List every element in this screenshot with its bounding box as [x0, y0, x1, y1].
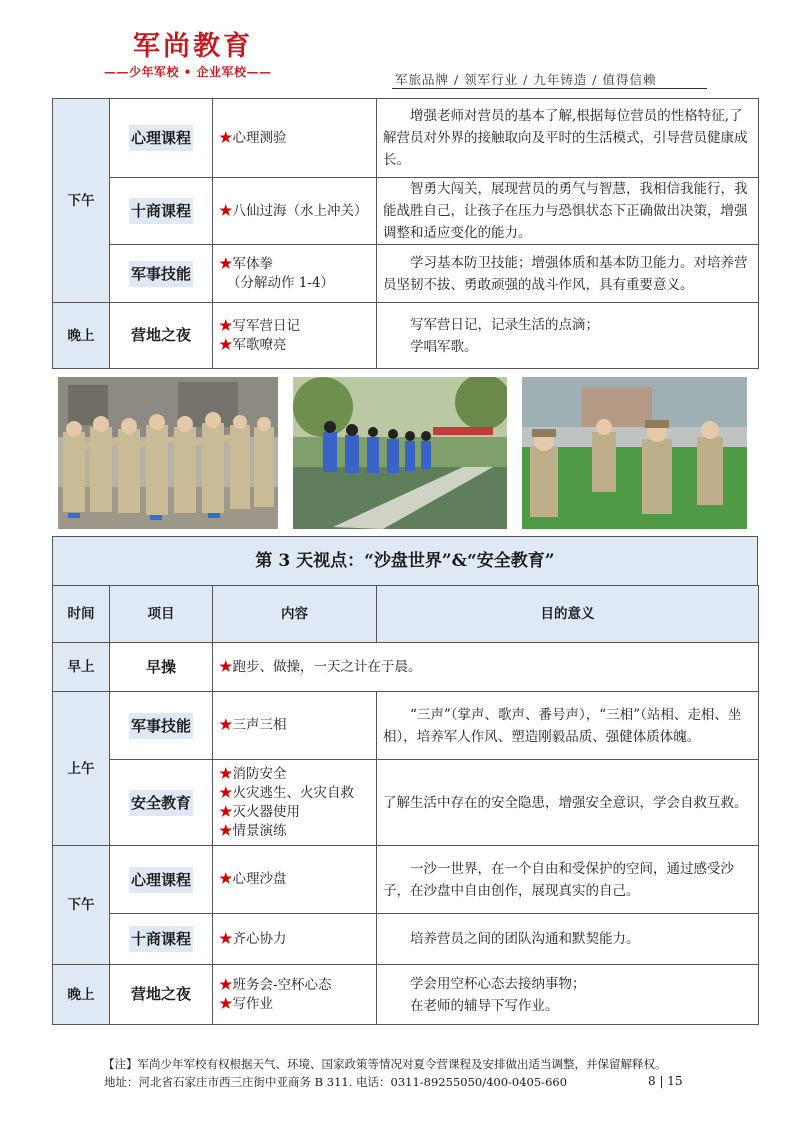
- content-cell: [213, 846, 377, 914]
- star-icon: ★: [219, 202, 233, 219]
- purpose-cell: [377, 760, 759, 846]
- table-row: [53, 846, 759, 914]
- project-cell: [110, 965, 213, 1025]
- project-cell: [110, 245, 213, 303]
- project-label: 早操: [145, 657, 176, 676]
- day3-title-banner: 第 3 天视点：“沙盘世界”&“安全教育”: [52, 536, 758, 586]
- header-project: 项目: [110, 586, 213, 643]
- purpose-text: 学习基本防卫技能；增强体质和基本防卫能力。对培养营员坚韧不拔、勇敢顽强的战斗作风，具有重要意义。: [383, 254, 748, 293]
- content-cell: [213, 692, 377, 760]
- star-icon: ★: [219, 784, 233, 801]
- purpose-text: 学唱军歌。: [410, 338, 478, 355]
- table-row: [53, 692, 759, 760]
- footer-address: 地址：河北省石家庄市西三庄街中亚商务 B 311. 电话：0311-89255050/400-0405-660: [104, 1075, 568, 1089]
- header-purpose: 目的意义: [377, 586, 759, 643]
- time-cell: 下午: [53, 99, 110, 303]
- project-label: 军事技能: [129, 713, 193, 739]
- project-label: 十商课程: [129, 926, 193, 952]
- content-cell: [213, 760, 377, 846]
- star-icon: ★: [219, 976, 233, 993]
- purpose-text: 智勇大闯关，展现营员的勇气与智慧，我相信我能行，我能战胜自己，让孩子在压力与恐惧状态下正确做出决策，增强调整和适应变化的能力。: [383, 181, 748, 241]
- content-cell: [213, 965, 377, 1025]
- photo-military-boxing: [522, 377, 747, 529]
- project-cell: [110, 643, 213, 692]
- table-row: [53, 643, 759, 692]
- footer-note: 【注】军尚少年军校有权根据天气、环境、国家政策等情况对夏令营课程及安排做出适当调整，并保留解释权。: [103, 1057, 667, 1071]
- purpose-text: 写军营日记，记录生活的点滴；: [410, 316, 599, 333]
- purpose-text: 培养营员之间的团队沟通和默契能力。: [410, 931, 640, 947]
- table-row: [53, 245, 759, 303]
- purpose-cell: [377, 914, 759, 965]
- purpose-text: 一沙一世界，在一个自由和受保护的空间，通过感受沙子，在沙盘中自由创作，展现真实的自己。: [383, 860, 734, 899]
- table-row: [53, 965, 759, 1025]
- content-item: 军体拳: [232, 255, 273, 272]
- content-item: 写军营日记: [232, 317, 300, 334]
- project-label: 军事技能: [129, 261, 193, 287]
- purpose-text: “三声”（掌声、歌声、番号声），“三相”（站相、走相、坐相），培养军人作风、塑造刚毅品质、强健体质体魄。: [383, 706, 742, 745]
- content-cell: [213, 245, 377, 303]
- table-row: [53, 178, 759, 245]
- project-cell: [110, 178, 213, 245]
- brand-subtitle: ——少年军校 • 企业军校——: [104, 65, 272, 79]
- content-item: 军歌嘹亮: [232, 336, 287, 353]
- project-label: 营地之夜: [130, 985, 191, 1003]
- project-cell: [110, 303, 213, 369]
- content-item: 三声三相: [232, 717, 287, 733]
- content-item-note: （分解动作 1-4）: [227, 274, 335, 291]
- header-slogan: 军旅品牌 / 领军行业 / 九年铸造 / 值得信赖: [395, 72, 657, 87]
- content-item: 八仙过海（水上冲关）: [232, 202, 368, 219]
- project-label: 心理课程: [129, 125, 193, 151]
- table-row: [53, 99, 759, 178]
- content-item: 班务会-空杯心态: [232, 976, 332, 993]
- star-icon: ★: [219, 765, 233, 782]
- purpose-cell: [377, 245, 759, 303]
- time-cell: 上午: [53, 692, 110, 846]
- content-cell: [213, 99, 377, 178]
- project-label: 十商课程: [129, 198, 193, 224]
- project-label: 安全教育: [129, 790, 193, 816]
- content-item: 情景演练: [232, 822, 287, 839]
- star-icon: ★: [219, 930, 233, 947]
- content-cell: [213, 303, 377, 369]
- header-time: 时间: [53, 586, 110, 643]
- purpose-text: 在老师的辅导下写作业。: [410, 997, 559, 1014]
- time-cell: 下午: [53, 846, 110, 965]
- project-cell: [110, 846, 213, 914]
- project-cell: [110, 99, 213, 178]
- purpose-text: 学会用空杯心态去接纳事物；: [410, 975, 586, 992]
- table-row: [53, 303, 759, 369]
- project-cell: [110, 914, 213, 965]
- purpose-cell: [377, 692, 759, 760]
- star-icon: ★: [219, 717, 233, 733]
- schedule-table-day3: [52, 585, 759, 1025]
- star-icon: ★: [219, 871, 233, 887]
- content-item: 心理沙盘: [232, 871, 287, 887]
- content-cell: [213, 178, 377, 245]
- project-label: 心理课程: [129, 867, 193, 893]
- content-item: 写作业: [232, 995, 273, 1012]
- purpose-text: 了解生活中存在的安全隐患，增强安全意识，学会自救互救。: [383, 794, 748, 811]
- project-cell: [110, 692, 213, 760]
- table-header-row: [53, 586, 759, 643]
- brand-logo-text: 军尚教育: [133, 31, 253, 62]
- content-cell: [213, 643, 759, 692]
- project-cell: [110, 760, 213, 846]
- star-icon: ★: [219, 255, 233, 272]
- content-cell: [213, 914, 377, 965]
- purpose-cell: [377, 846, 759, 914]
- star-icon: ★: [219, 822, 233, 839]
- schedule-table-day2-continued: [52, 98, 759, 369]
- photo-water-obstacle: [293, 377, 507, 529]
- page-number: 8 | 15: [648, 1074, 683, 1088]
- content-item: 消防安全: [232, 765, 287, 782]
- header-content: 内容: [213, 586, 377, 643]
- content-item: 灭火器使用: [232, 803, 300, 820]
- purpose-cell: [377, 99, 759, 178]
- purpose-cell: [377, 303, 759, 369]
- purpose-cell: [377, 178, 759, 245]
- star-icon: ★: [219, 995, 233, 1012]
- content-item: 火灾逃生、火灾自救: [232, 784, 354, 801]
- star-icon: ★: [219, 317, 233, 334]
- header-divider: [392, 88, 707, 89]
- time-cell: 晚上: [53, 965, 110, 1025]
- photo-cadets-saluting: [58, 377, 278, 529]
- time-cell: 早上: [53, 643, 110, 692]
- purpose-text: 增强老师对营员的基本了解,根据每位营员的性格特征,了解营员对外界的接触取向及平时的生活模式，引导营员健康成长。: [383, 108, 748, 168]
- star-icon: ★: [219, 336, 233, 353]
- content-item: 心理测验: [232, 129, 287, 146]
- star-icon: ★: [219, 803, 233, 820]
- purpose-cell: [377, 965, 759, 1025]
- content-item: 齐心协力: [232, 930, 287, 947]
- star-icon: ★: [219, 658, 233, 675]
- star-icon: ★: [219, 129, 233, 146]
- table-row: [53, 914, 759, 965]
- table-row: [53, 760, 759, 846]
- time-cell: 晚上: [53, 303, 110, 369]
- project-label: 营地之夜: [130, 326, 191, 344]
- content-item: 跑步、做操，一天之计在于晨。: [232, 658, 422, 675]
